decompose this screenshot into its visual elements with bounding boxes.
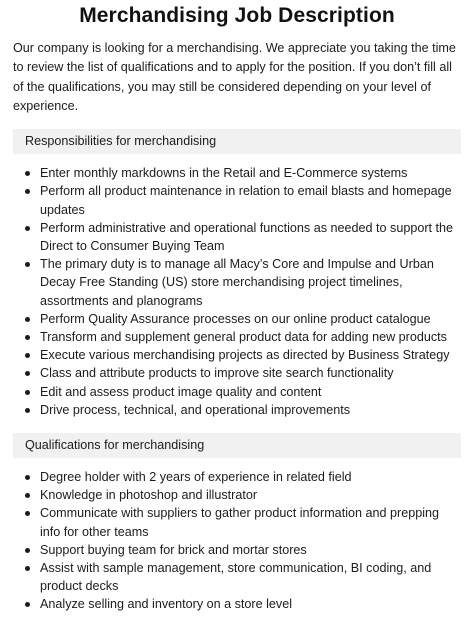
list-item: Perform all product maintenance in relation to email blasts and homepage updates [20,182,461,218]
list-item: Knowledge in photoshop and illustrator [20,486,461,504]
bullet-icon [25,408,30,413]
bullet-icon [25,602,30,607]
bullet-icon [25,262,30,267]
list-item: Enter monthly markdowns in the Retail and E-Commerce systems [20,164,461,182]
list-item: Drive process, technical, and operational improvements [20,401,461,419]
qualifications-list [13,468,461,614]
bullet-icon [25,189,30,194]
bullet-icon [25,335,30,340]
list-item: Transform and supplement general product data for adding new products [20,328,461,346]
list-item: Perform Quality Assurance processes on our online product catalogue [20,310,461,328]
list-item: Execute various merchandising projects as directed by Business Strategy [20,346,461,364]
page-title: Merchandising Job Description [79,4,395,27]
list-item: Class and attribute products to improve site search functionality [20,364,461,382]
list-item: Communicate with suppliers to gather product information and prepping info for other teams [20,504,461,540]
list-item: Edit and assess product image quality and content [20,383,461,401]
bullet-icon [25,390,30,395]
bullet-icon [25,353,30,358]
bullet-icon [25,171,30,176]
bullet-icon [25,493,30,498]
responsibilities-list [13,164,461,419]
bullet-icon [25,511,30,516]
list-item: Analyze selling and inventory on a store level [20,595,461,613]
bullet-icon [25,475,30,480]
bullet-icon [25,566,30,571]
qualifications-heading: Qualifications for merchandising [13,433,461,458]
bullet-icon [25,548,30,553]
list-item: Assist with sample management, store communication, BI coding, and product decks [20,559,461,595]
bullet-icon [25,371,30,376]
bullet-icon [25,317,30,322]
list-item: Perform administrative and operational functions as needed to support the Direct to Consumer Buying Team [20,219,461,255]
list-item: Support buying team for brick and mortar stores [20,541,461,559]
intro-paragraph: Our company is looking for a merchandising. We appreciate you taking the time to review the list of qualifications and to apply for the position. If you don’t fill all of the qualifications, you may still be considered depending on your level of experience. [13,41,456,113]
list-item: Degree holder with 2 years of experience in related field [20,468,461,486]
list-item: The primary duty is to manage all Macy’s Core and Impulse and Urban Decay Free Standing (US) store merchandising project timelines, assortments and planograms [20,255,461,310]
responsibilities-heading: Responsibilities for merchandising [13,129,461,154]
bullet-icon [25,226,30,231]
